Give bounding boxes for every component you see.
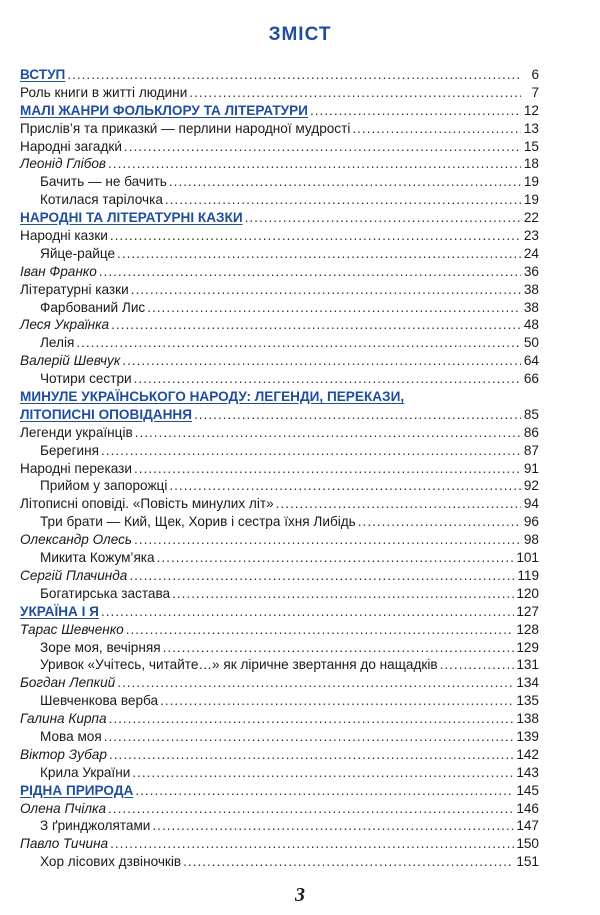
toc-leader-dots bbox=[101, 603, 514, 621]
toc-entry-title: Прийом у запорожці bbox=[40, 478, 168, 494]
toc-entry-title: Крила України bbox=[40, 764, 131, 780]
toc-entry[interactable] bbox=[20, 281, 539, 299]
toc-entry-page: 19 bbox=[523, 174, 539, 190]
toc-entry-title: Берегиня bbox=[40, 442, 100, 458]
toc-entry-page: 38 bbox=[523, 281, 539, 297]
toc-entry-title: Валерій Шевчук bbox=[20, 353, 121, 369]
toc-entry[interactable] bbox=[20, 513, 539, 531]
toc-entry-title: Прислів’я та приказки́ — перлини народної мудрості bbox=[20, 120, 351, 136]
toc-entry-title: НАРОДНІ ТА ЛІТЕРАТУРНІ КАЗКИ bbox=[20, 210, 243, 226]
toc-leader-dots bbox=[135, 424, 521, 442]
toc-entry-title: Зоре моя, вечірняя bbox=[40, 639, 161, 655]
toc-leader-dots bbox=[165, 191, 521, 209]
toc-entry[interactable] bbox=[20, 800, 539, 818]
toc-entry-title: Роль книги в житті людини bbox=[20, 84, 188, 100]
toc-leader-dots bbox=[117, 245, 521, 263]
toc-entry-title: Літературні казки bbox=[20, 281, 129, 297]
toc-entry-page: 98 bbox=[523, 532, 539, 548]
toc-entry-title: Народні казки bbox=[20, 228, 108, 244]
toc-entry-title: Богатирська застава bbox=[40, 585, 171, 601]
toc-entry-page: 134 bbox=[516, 675, 539, 691]
toc-entry[interactable] bbox=[20, 227, 539, 245]
toc-entry-title: РІДНА ПРИРОДА bbox=[20, 782, 134, 798]
toc-leader-dots bbox=[276, 495, 521, 513]
toc-entry-page: 48 bbox=[523, 317, 539, 333]
toc-leader-dots bbox=[358, 513, 521, 531]
toc-entry[interactable] bbox=[20, 764, 539, 782]
toc-entry-page: 129 bbox=[516, 639, 539, 655]
toc-leader-dots bbox=[124, 138, 521, 156]
toc-entry-page: 127 bbox=[516, 603, 539, 619]
toc-leader-dots bbox=[104, 728, 515, 746]
toc-entry-title: МИНУЛЕ УКРАЇНСЬКОГО НАРОДУ: ЛЕГЕНДИ, ПЕРЕКАЗИ, bbox=[20, 389, 405, 405]
toc-entry-title: Галина Кирпа bbox=[20, 711, 107, 727]
toc-entry-title: Фарбований Лис bbox=[40, 299, 146, 315]
toc-leader-dots bbox=[76, 334, 521, 352]
toc-leader-dots bbox=[108, 155, 521, 173]
toc-entry-page: 91 bbox=[523, 460, 539, 476]
toc-entry-page: 131 bbox=[516, 657, 539, 673]
toc-entry[interactable] bbox=[20, 782, 539, 800]
toc-entry-title: Котилася тарілочка bbox=[40, 192, 163, 208]
toc-entry-page: 22 bbox=[523, 210, 539, 226]
toc-entry-page: 135 bbox=[516, 693, 539, 709]
toc-entry-page: 24 bbox=[523, 245, 539, 261]
toc-entry-page: 18 bbox=[523, 156, 539, 172]
toc-leader-dots bbox=[110, 227, 521, 245]
toc-entry[interactable] bbox=[20, 531, 539, 549]
toc-entry-page: 23 bbox=[523, 228, 539, 244]
toc-entry-page: 139 bbox=[516, 728, 539, 744]
toc-entry-title: Сергій Плачинда bbox=[20, 567, 128, 583]
page-title: ЗМІСТ bbox=[268, 24, 332, 45]
toc-entry-title: Народні перекази bbox=[20, 460, 132, 476]
toc-entry-title: Леонід Глібов bbox=[20, 156, 107, 172]
toc-leader-dots bbox=[172, 585, 514, 603]
toc-entry-title: Богдан Лепкий bbox=[20, 675, 116, 691]
toc-leader-dots bbox=[160, 692, 514, 710]
toc-leader-dots bbox=[134, 370, 521, 388]
toc-entry-page: 50 bbox=[523, 335, 539, 351]
toc-leader-dots bbox=[169, 173, 521, 191]
toc-entry[interactable] bbox=[20, 442, 539, 460]
toc-entry[interactable] bbox=[20, 692, 539, 710]
toc-entry[interactable] bbox=[20, 567, 539, 585]
toc-entry-title: Легенди українців bbox=[20, 424, 133, 440]
toc-leader-dots bbox=[101, 442, 521, 460]
toc-leader-dots bbox=[245, 209, 521, 227]
toc-entry[interactable] bbox=[20, 495, 539, 513]
toc-entry-title: Тарас Шевченко bbox=[20, 621, 124, 637]
toc-entry-title: Хор лісових дзвіночків bbox=[40, 854, 182, 870]
toc-entry-title: Бачить — не бачить bbox=[40, 174, 167, 190]
toc-entry-page: 85 bbox=[523, 406, 539, 422]
toc-entry-title: ЛІТОПИСНІ ОПОВІДАННЯ bbox=[20, 406, 192, 422]
toc-entry-page: 15 bbox=[523, 138, 539, 154]
toc-entry-title: Уривок «Учітесь, читайте…» як ліричне звертання до нащадків bbox=[40, 657, 438, 673]
toc-entry-page: 150 bbox=[516, 836, 539, 852]
toc-leader-dots bbox=[122, 352, 521, 370]
toc-entry[interactable] bbox=[20, 138, 539, 156]
toc-entry[interactable] bbox=[20, 424, 539, 442]
toc-entry[interactable] bbox=[20, 817, 539, 835]
toc-entry[interactable] bbox=[20, 263, 539, 281]
toc-leader-dots bbox=[352, 120, 521, 138]
toc-entry-title: Літописні оповіді. «Повість минулих літ» bbox=[20, 496, 274, 512]
toc-entry-title: Яйце-райце bbox=[40, 245, 116, 261]
toc-entry[interactable] bbox=[20, 370, 539, 388]
toc-entry-title: ВСТУП bbox=[20, 67, 66, 82]
toc-entry[interactable] bbox=[20, 639, 539, 657]
toc-entry-title: Леся Українка bbox=[20, 317, 110, 333]
toc-entry[interactable] bbox=[20, 352, 539, 370]
toc-leader-dots bbox=[109, 746, 514, 764]
page-number: 3 bbox=[295, 884, 305, 906]
toc-entry-page: 87 bbox=[523, 442, 539, 458]
toc-entry[interactable] bbox=[20, 674, 539, 692]
toc-leader-dots bbox=[189, 84, 521, 102]
toc-leader-dots bbox=[117, 674, 514, 692]
toc-entry-page: 6 bbox=[531, 67, 539, 82]
toc-entry-page: 12 bbox=[523, 102, 539, 118]
toc-entry-page: 145 bbox=[516, 782, 539, 798]
toc-entry-page: 66 bbox=[523, 371, 539, 387]
toc-entry-page: 64 bbox=[523, 353, 539, 369]
toc-entry-title: Народні загадки́ bbox=[20, 138, 122, 154]
toc-entry-page: 13 bbox=[523, 120, 539, 136]
toc-entry[interactable] bbox=[20, 406, 539, 424]
toc-leader-dots bbox=[169, 477, 521, 495]
toc-entry-title: Микита Кожум’яка bbox=[40, 550, 155, 566]
toc-leader-dots bbox=[440, 656, 515, 674]
toc-entry-title: Павло Тичина bbox=[20, 836, 109, 852]
toc-entry[interactable] bbox=[20, 549, 539, 567]
toc-entry[interactable] bbox=[20, 853, 539, 871]
toc-entry-page: 151 bbox=[516, 854, 539, 870]
toc-entry[interactable] bbox=[20, 746, 539, 764]
toc-entry-title: УКРАЇНА І Я bbox=[20, 603, 99, 619]
toc-entry-page: 86 bbox=[523, 424, 539, 440]
toc-entry[interactable] bbox=[20, 173, 539, 191]
toc-entry[interactable] bbox=[20, 84, 539, 102]
toc-entry-page: 101 bbox=[516, 550, 539, 566]
toc-leader-dots bbox=[147, 299, 521, 317]
toc-leader-dots bbox=[129, 567, 515, 585]
toc-entry[interactable] bbox=[20, 120, 539, 138]
toc-leader-dots bbox=[152, 817, 514, 835]
toc-entry-page: 19 bbox=[523, 192, 539, 208]
toc-leader-dots bbox=[108, 800, 514, 818]
toc-entry-page: 119 bbox=[517, 567, 539, 583]
toc-entry[interactable] bbox=[20, 245, 539, 263]
toc-leader-dots bbox=[157, 549, 515, 567]
toc-entry[interactable] bbox=[20, 621, 539, 639]
toc-entry-page: 146 bbox=[516, 800, 539, 816]
toc-entry-title: Мова моя bbox=[40, 728, 102, 744]
toc-leader-dots bbox=[126, 621, 515, 639]
toc-entry[interactable] bbox=[20, 603, 539, 621]
toc-entry-page: 7 bbox=[531, 84, 539, 100]
toc-entry-page: 147 bbox=[516, 818, 539, 834]
toc-leader-dots bbox=[109, 710, 515, 728]
toc-leader-dots bbox=[99, 263, 521, 281]
toc-entry[interactable] bbox=[20, 334, 539, 352]
toc-leader-dots bbox=[135, 782, 514, 800]
toc-entry[interactable] bbox=[20, 710, 539, 728]
toc-entry-title: Три брати — Кий, Щек, Хорив і сестра їхня Либідь bbox=[40, 514, 356, 530]
toc-leader-dots bbox=[310, 102, 521, 120]
toc-entry[interactable] bbox=[20, 316, 539, 334]
toc-entry[interactable] bbox=[20, 460, 539, 478]
toc-entry-page: 120 bbox=[516, 585, 539, 601]
toc-entry-title: Лелія bbox=[40, 335, 75, 351]
toc-entry[interactable] bbox=[20, 155, 539, 173]
toc-leader-dots bbox=[132, 764, 514, 782]
toc-entry-page: 96 bbox=[523, 514, 539, 530]
toc-leader-dots bbox=[67, 66, 521, 84]
toc-leader-dots bbox=[111, 316, 521, 334]
toc-entry-title: Іван Франко bbox=[20, 263, 97, 279]
toc-entry-page: 143 bbox=[516, 764, 539, 780]
table-of-contents bbox=[20, 66, 539, 871]
toc-entry[interactable] bbox=[20, 66, 539, 84]
toc-entry-title: МАЛІ ЖАНРИ ФОЛЬКЛОРУ ТА ЛІТЕРАТУРИ bbox=[20, 102, 308, 118]
toc-entry-page: 38 bbox=[523, 299, 539, 315]
toc-entry-page: 94 bbox=[523, 496, 539, 512]
toc-entry-title: Олександр Олесь bbox=[20, 532, 133, 548]
toc-entry-page: 92 bbox=[523, 478, 539, 494]
toc-entry-page: 138 bbox=[516, 711, 539, 727]
toc-entry[interactable] bbox=[20, 728, 539, 746]
toc-leader-dots bbox=[163, 639, 515, 657]
toc-entry[interactable] bbox=[20, 477, 539, 495]
toc-entry-title: Чотири сестри bbox=[40, 371, 132, 387]
toc-entry-page: 142 bbox=[516, 746, 539, 762]
toc-entry-title: З ґринджолятами bbox=[40, 818, 151, 834]
toc-entry[interactable] bbox=[20, 209, 539, 227]
toc-entry-title: Віктор Зубар bbox=[20, 746, 107, 762]
toc-entry-title: Олена Пчілка bbox=[20, 800, 107, 816]
toc-leader-dots bbox=[131, 281, 521, 299]
toc-leader-dots bbox=[110, 835, 514, 853]
toc-entry-page: 36 bbox=[523, 263, 539, 279]
toc-entry-title: Шевченкова верба bbox=[40, 693, 159, 709]
toc-entry[interactable] bbox=[20, 102, 539, 120]
toc-entry[interactable] bbox=[20, 191, 539, 209]
toc-leader-dots bbox=[134, 460, 521, 478]
toc-entry[interactable] bbox=[20, 299, 539, 317]
toc-entry[interactable] bbox=[20, 388, 539, 406]
toc-entry-page: 128 bbox=[516, 621, 539, 637]
toc-entry[interactable] bbox=[20, 585, 539, 603]
toc-leader-dots bbox=[134, 531, 521, 549]
toc-leader-dots bbox=[183, 853, 514, 871]
toc-entry[interactable] bbox=[20, 656, 539, 674]
toc-entry[interactable] bbox=[20, 835, 539, 853]
toc-leader-dots bbox=[194, 406, 521, 424]
